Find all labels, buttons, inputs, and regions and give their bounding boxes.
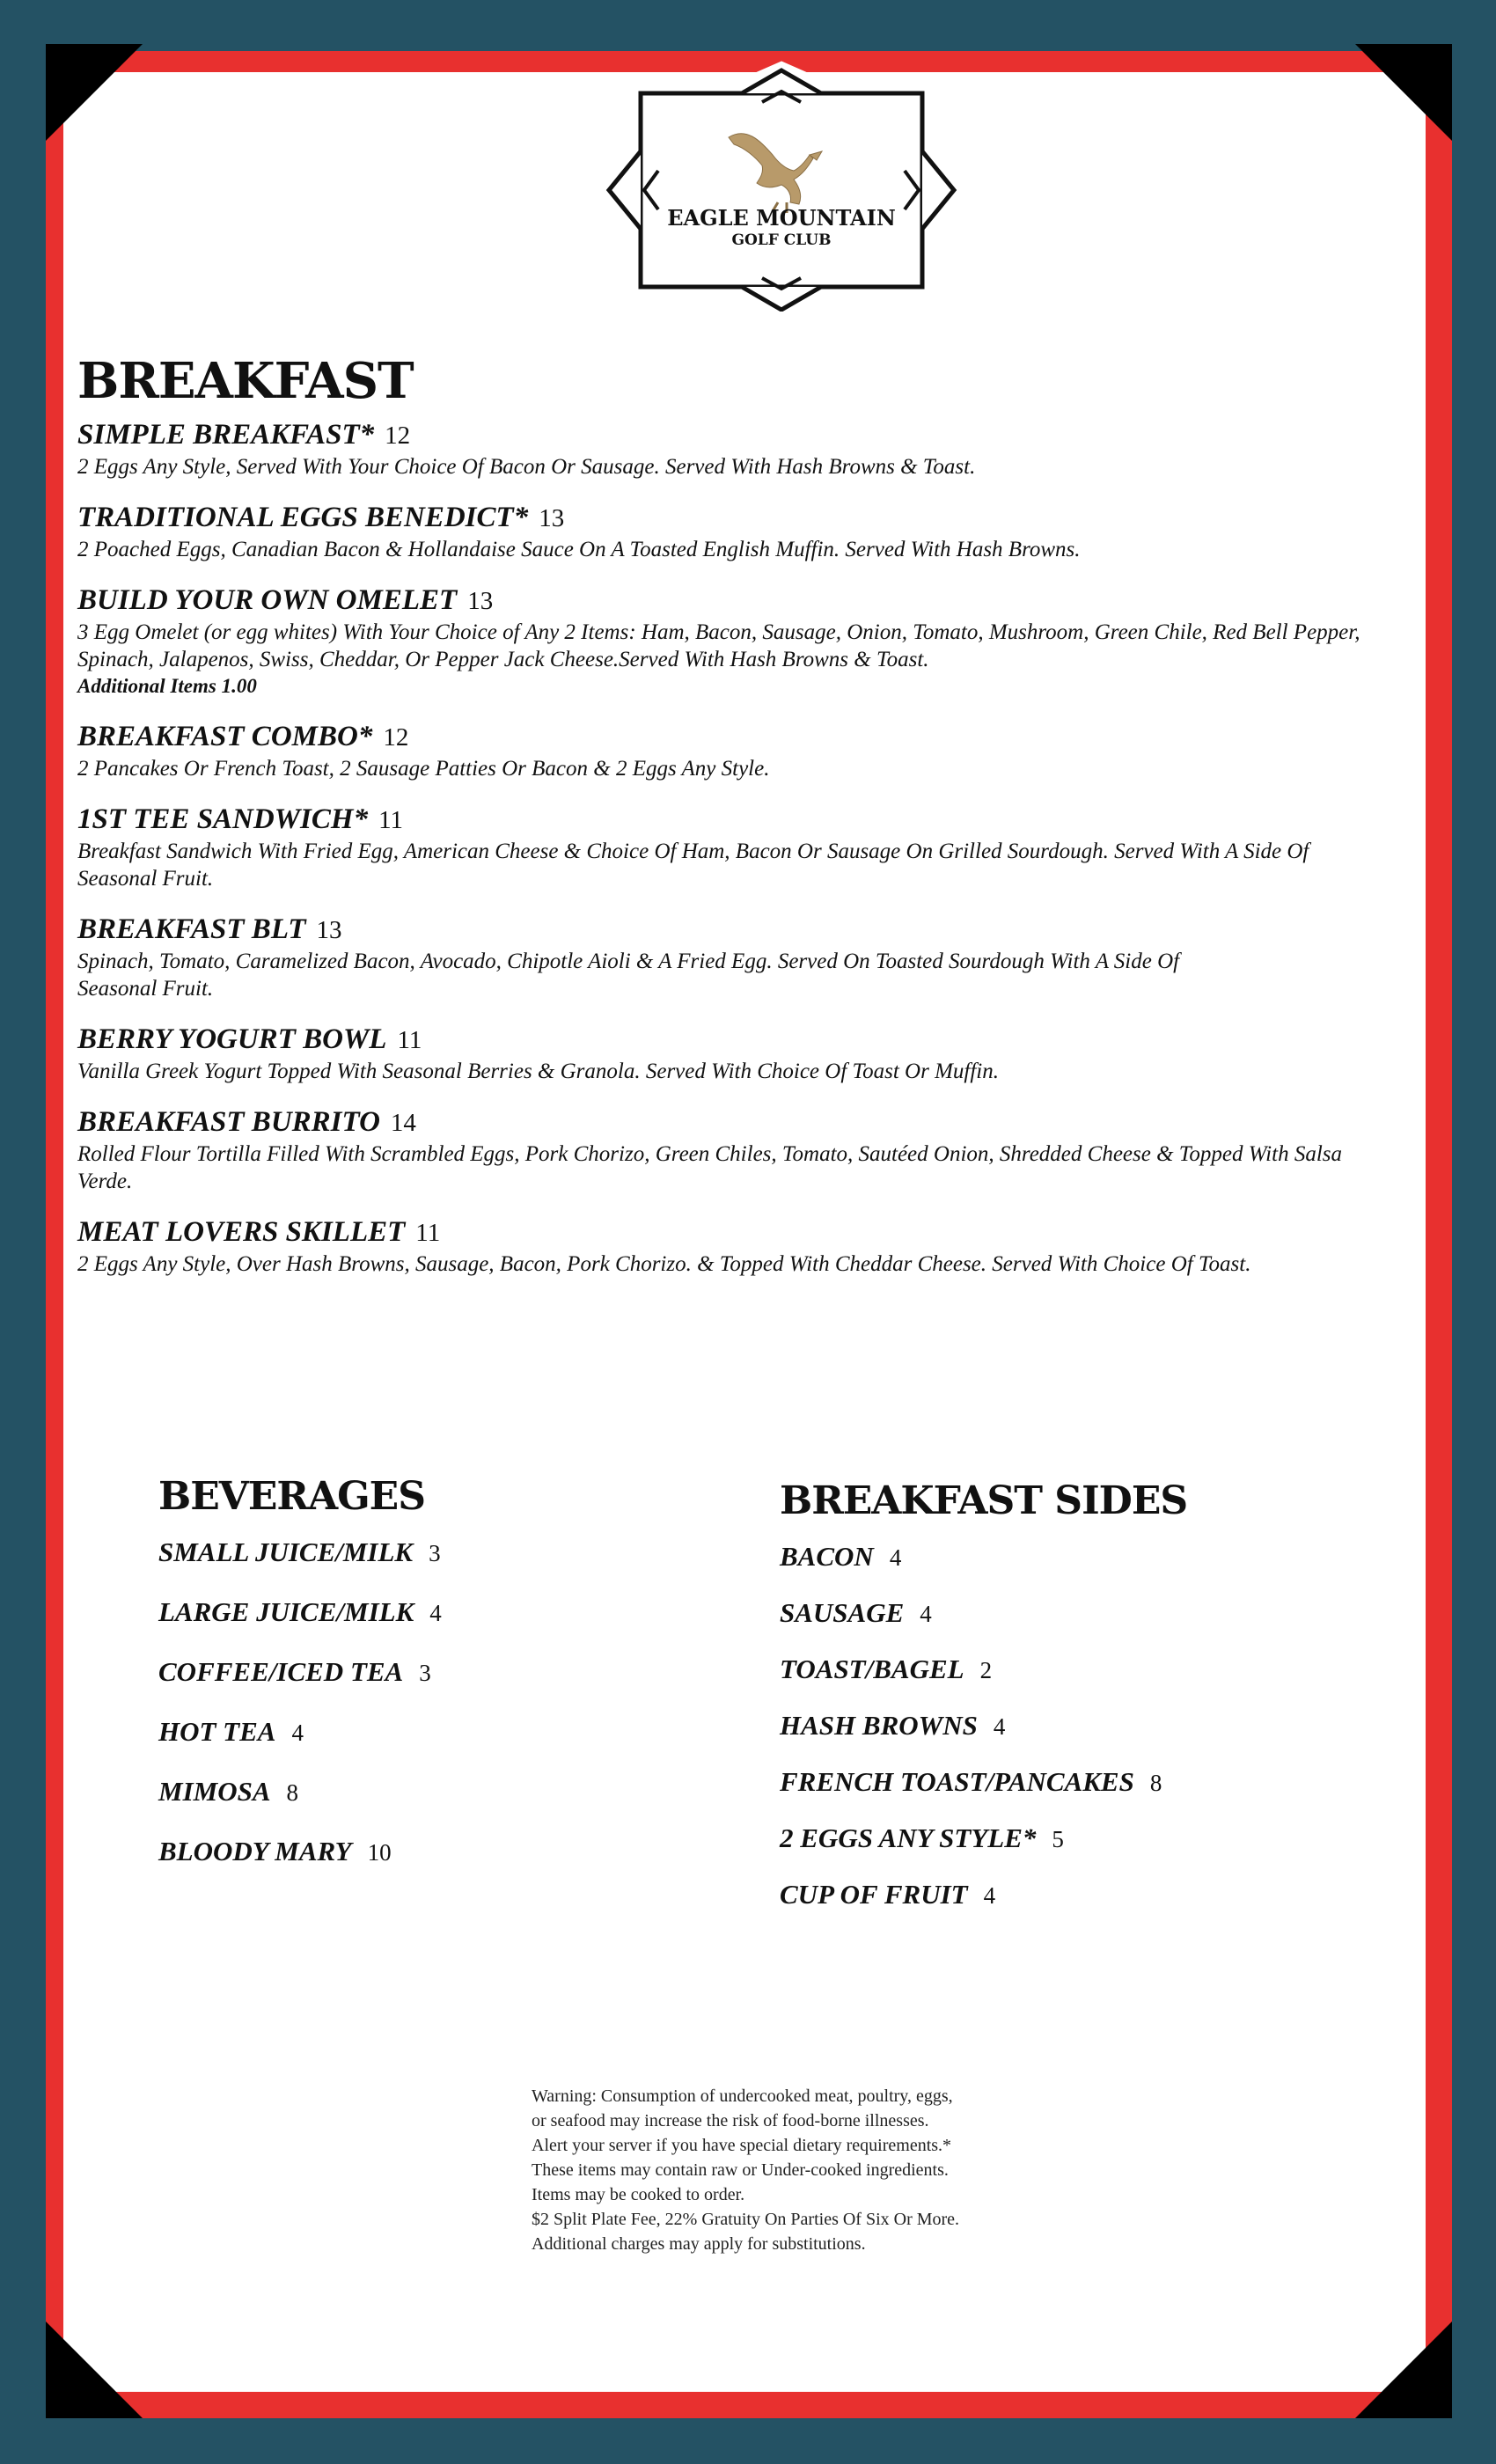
item-price: 4	[291, 1720, 304, 1746]
item-name: BLOODY MARY	[158, 1836, 352, 1866]
item-description: 2 Pancakes Or French Toast, 2 Sausage Patties Or Bacon & 2 Eggs Any Style.	[77, 757, 770, 781]
section-title: BREAKFAST	[77, 352, 414, 410]
list-item	[780, 1877, 1378, 1933]
list-item	[780, 1652, 1378, 1708]
list-item	[780, 1821, 1378, 1877]
item-name: HOT TEA	[158, 1716, 276, 1747]
list-item	[158, 1654, 722, 1714]
corner-decoration	[1355, 44, 1452, 141]
item-extra-note: Additional Items 1.00	[77, 675, 257, 697]
fee-note: $2 Split Plate Fee, 22% Gratuity On Parties Of Six Or More. Additional charges may apply for substitutions.	[532, 2210, 960, 2254]
logo-line1: EAGLE MOUNTAIN	[667, 205, 896, 231]
item-price: 4	[983, 1882, 996, 1909]
item-price: 3	[419, 1660, 431, 1686]
menu-item	[77, 417, 1397, 480]
menu-item	[77, 912, 1397, 1002]
list-item	[780, 1708, 1378, 1764]
list-item	[780, 1595, 1378, 1652]
section-title: BEVERAGES	[158, 1474, 425, 1519]
section-title: BREAKFAST SIDES	[780, 1478, 1188, 1523]
item-description: 3 Egg Omelet (or egg whites) With Your Choice of Any 2 Items: Ham, Bacon, Sausage, Onion, Tomato, Mushroom, Green Chile, Red Bell Pepper, Spinach, Jalapenos, Swiss, Cheddar, Or Pepper Jack Cheese.Served With Hash Browns & Toast.	[77, 620, 1360, 671]
menu-item	[77, 1022, 1397, 1085]
list-item	[780, 1764, 1378, 1821]
corner-decoration	[46, 44, 143, 141]
item-name: TOAST/BAGEL	[780, 1654, 964, 1684]
item-name: BACON	[780, 1541, 874, 1572]
item-price: 4	[993, 1713, 1006, 1740]
menu-item	[77, 719, 1397, 782]
item-price: 13	[316, 916, 342, 944]
item-name: COFFEE/ICED TEA	[158, 1656, 404, 1687]
item-description: 2 Eggs Any Style, Over Hash Browns, Sausage, Bacon, Pork Chorizo. & Topped With Cheddar Cheese. Served With Choice Of Toast.	[77, 1252, 1251, 1276]
item-price: 11	[415, 1219, 441, 1247]
list-item	[158, 1535, 722, 1595]
menu-item	[77, 500, 1397, 563]
item-price: 14	[390, 1109, 416, 1137]
list-item	[158, 1714, 722, 1774]
item-price: 10	[367, 1839, 392, 1866]
item-name: CUP OF FRUIT	[780, 1879, 968, 1910]
item-description: Rolled Flour Tortilla Filled With Scrambled Eggs, Pork Chorizo, Green Chiles, Tomato, Sautéed Onion, Shredded Cheese & Topped With Salsa Verde.	[77, 1142, 1342, 1193]
item-description: Breakfast Sandwich With Fried Egg, American Cheese & Choice Of Ham, Bacon Or Sausage On Grilled Sourdough. Served With A Side Of Seasonal Fruit.	[77, 840, 1309, 891]
corner-decoration	[46, 2321, 143, 2418]
item-name: BUILD YOUR OWN OMELET	[77, 584, 458, 616]
item-name: MEAT LOVERS SKILLET	[77, 1216, 406, 1248]
list-item	[158, 1774, 722, 1834]
item-price: 12	[385, 422, 411, 450]
item-name: LARGE JUICE/MILK	[158, 1596, 414, 1627]
item-price: 3	[429, 1540, 441, 1566]
corner-decoration	[1355, 2321, 1452, 2418]
club-logo	[605, 56, 957, 312]
food-safety-warning	[532, 2084, 963, 2256]
logo-line2: GOLF CLUB	[731, 231, 832, 249]
menu-item	[77, 1214, 1397, 1278]
item-price: 4	[920, 1601, 932, 1627]
item-price: 2	[979, 1657, 993, 1683]
item-description: 2 Poached Eggs, Canadian Bacon & Hollandaise Sauce On A Toasted English Muffin. Served With Hash Browns.	[77, 538, 1081, 561]
item-name: BREAKFAST BLT	[77, 913, 306, 945]
item-price: 4	[429, 1600, 442, 1626]
item-name: SAUSAGE	[780, 1597, 905, 1628]
item-description: 2 Eggs Any Style, Served With Your Choice Of Bacon Or Sausage. Served With Hash Browns & Toast.	[77, 455, 976, 479]
item-name: SIMPLE BREAKFAST*	[77, 419, 375, 451]
list-item	[158, 1595, 722, 1654]
item-name: BERRY YOGURT BOWL	[77, 1023, 387, 1055]
item-name: BREAKFAST BURRITO	[77, 1106, 380, 1138]
menu-item	[77, 802, 1397, 892]
breakfast-sides-section	[780, 1478, 1378, 1933]
item-price: 8	[1149, 1770, 1162, 1796]
item-name: 2 EGGS ANY STYLE*	[780, 1822, 1037, 1853]
item-price: 13	[539, 504, 565, 532]
menu-item	[77, 1104, 1397, 1195]
item-price: 5	[1052, 1826, 1064, 1852]
item-name: 1ST TEE SANDWICH*	[77, 803, 369, 835]
item-price: 13	[467, 587, 494, 615]
item-name: MIMOSA	[158, 1776, 271, 1807]
list-item	[158, 1834, 722, 1894]
item-price: 12	[383, 723, 409, 752]
item-description: Vanilla Greek Yogurt Topped With Seasonal Berries & Granola. Served With Choice Of Toast Or Muffin.	[77, 1060, 999, 1083]
item-price: 4	[889, 1544, 902, 1571]
item-name: SMALL JUICE/MILK	[158, 1536, 414, 1567]
warning-text: Warning: Consumption of undercooked meat, poultry, eggs, or seafood may increase the risk of food-borne illnesses. Alert your server if you have special dietary requirements.* These items may contain raw or Under-cooked ingredients. Items may be cooked to order.	[532, 2086, 953, 2204]
item-name: BREAKFAST COMBO*	[77, 721, 373, 752]
item-price: 8	[286, 1779, 298, 1806]
breakfast-section	[77, 352, 1397, 1297]
list-item	[780, 1539, 1378, 1595]
item-name: HASH BROWNS	[780, 1710, 978, 1741]
item-description: Spinach, Tomato, Caramelized Bacon, Avocado, Chipotle Aioli & A Fried Egg. Served On Toasted Sourdough With A Side Of Seasonal Fruit.	[77, 950, 1180, 1001]
beverages-section	[158, 1474, 722, 1894]
menu-item	[77, 583, 1397, 700]
item-name: TRADITIONAL EGGS BENEDICT*	[77, 502, 529, 533]
item-price: 11	[378, 806, 404, 834]
item-price: 11	[397, 1026, 422, 1054]
item-name: FRENCH TOAST/PANCAKES	[780, 1766, 1134, 1797]
